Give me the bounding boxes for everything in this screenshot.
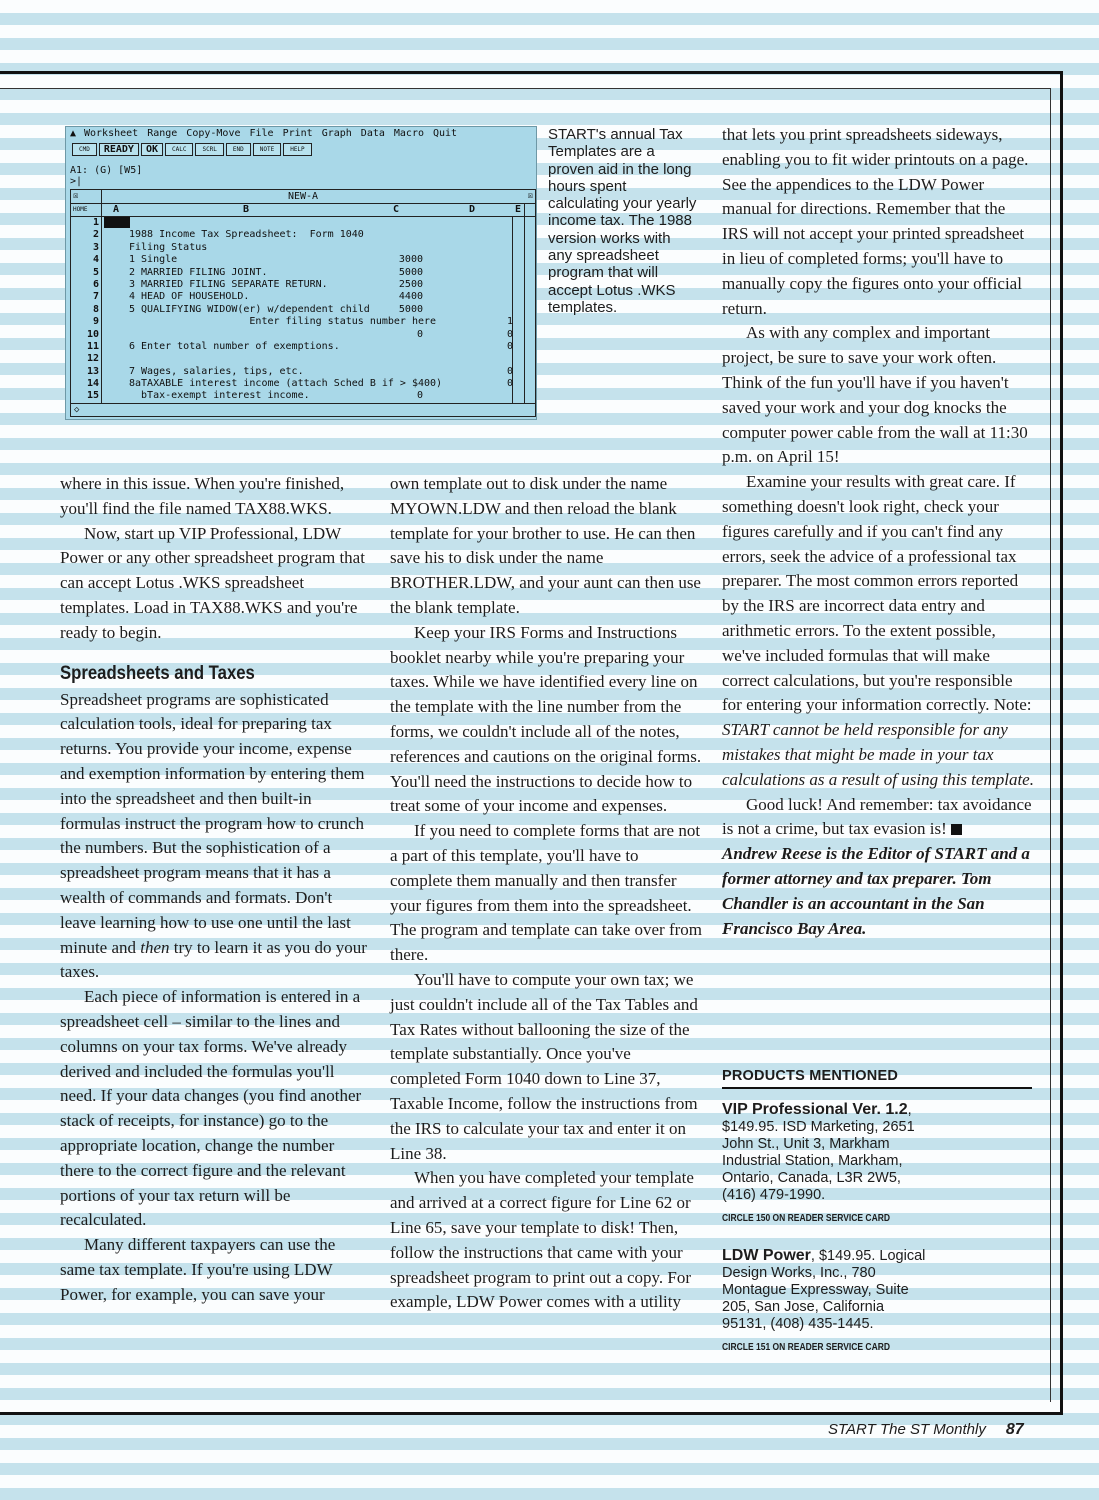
paragraph: where in this issue. When you're finished, you'll find the file named TAX88.WKS.	[60, 474, 345, 518]
product-name: LDW Power	[722, 1247, 811, 1264]
cell-text: 1988 Income Tax Spreadsheet: Form 1040	[129, 229, 364, 241]
column-e-header: E	[515, 204, 522, 215]
menu-item-print: Print	[282, 128, 313, 139]
cell-text: 4 HEAD OF HOUSEHOLD.	[129, 291, 250, 303]
menu-item-quit: Quit	[433, 128, 458, 139]
row-number: 5	[92, 266, 99, 278]
toolbar-note: NOTE	[253, 143, 281, 156]
table-row	[71, 267, 535, 279]
menu-item-worksheet: Worksheet	[84, 128, 139, 139]
cell-value-d: 0	[506, 340, 513, 352]
cell-text: 1 Single	[129, 254, 178, 266]
table-row	[71, 390, 535, 402]
atari-logo-icon: ▲	[70, 128, 77, 139]
row-number: 15	[86, 390, 99, 402]
table-row	[71, 254, 535, 266]
column-a-header: A	[113, 204, 120, 215]
emphasis-text: then	[140, 937, 170, 957]
text-run: Examine your results with great care. If something doesn't look right, check your figures carefully and if you can't find any errors, seek the advice of a professional tax preparer. The most common errors reported by the IRS are incorrect data entry and arithmetic errors. To the extent possible, we've included formulas that will make correct calculations, but you're responsible for entering your information correctly. Note:	[722, 472, 1032, 715]
table-row	[71, 329, 535, 341]
text-run: Good luck! And remember: tax avoidance is not a crime, but tax evasion is!	[722, 794, 1032, 839]
product-details: , $149.95. ISD Marketing, 2651 John St., Unit 3, Markham Industrial Station, Markham, Ontario, Canada, L3R 2W5, (416) 479-1990.	[722, 1102, 915, 1203]
toolbar-ok: OK	[141, 143, 163, 156]
disclaimer-text: START cannot be held responsible for any mistakes that might be made in your tax calculations as a result of using this template.	[722, 720, 1034, 789]
cell-value-c: 5000	[398, 266, 423, 278]
magazine-name: START The ST Monthly	[828, 1421, 986, 1438]
menu-item-macro: Macro	[393, 128, 424, 139]
reader-service-note: CIRCLE 151 ON READER SERVICE CARD	[722, 1342, 890, 1353]
cell-value-c: 3000	[398, 254, 423, 266]
product-item	[722, 1101, 932, 1227]
paragraph	[722, 470, 1034, 792]
text-run: try to learn it as you do your taxes.	[60, 937, 367, 982]
paragraph	[60, 688, 370, 986]
cell-text: 5 QUALIFYING WIDOW(er) w/dependent child	[129, 303, 370, 315]
row-number: 9	[92, 316, 99, 328]
paragraph	[722, 793, 1034, 843]
row-number: 1	[92, 217, 99, 228]
table-row	[71, 229, 535, 241]
table-row	[71, 217, 535, 229]
scroll-left-arrow-icon: ◇	[74, 405, 80, 415]
text-run: Spreadsheet programs are sophisticated calculation tools, ideal for preparing tax returns. You provide your income, expense and exemption information by entering them into the spreadsheet and then built-in formulas instruct the program how to crunch the numbers. But the sophistication of a spreadsheet program means that it has a wealth of commands and formats. Don't leave learning how to use one until the last minute and	[60, 689, 365, 957]
cell-value-c: 4400	[398, 291, 423, 303]
menu-bar	[66, 127, 536, 141]
row-number: 2	[92, 229, 99, 241]
paragraph: When you have completed your template and arrived at a correct figure for Line 62 or Line 65, save your template to disk! Then, follow the instructions that came with your spreadsheet program to print out a copy. For example, LDW Power comes with a utility	[390, 1168, 694, 1312]
row-number: 11	[86, 340, 99, 352]
cell-value-d: 1	[506, 316, 513, 328]
row-number: 13	[86, 365, 99, 377]
row-number: 3	[92, 241, 99, 253]
paragraph: You'll have to compute your own tax; we just couldn't include all of the Tax Tables and Tax Rates without ballooning the size of the template substantially. Once you've completed Form 1040 down to Line 37, Taxable Income, follow the instructions from the IRS to calculate your tax and enter it on Line 38.	[390, 969, 698, 1163]
menu-item-data: Data	[360, 128, 385, 139]
cell-value-d: 0	[506, 328, 513, 340]
cell-address: A1: (G) [W5]	[70, 165, 143, 176]
row-number: 14	[86, 378, 99, 390]
reader-service-note: CIRCLE 150 ON READER SERVICE CARD	[722, 1213, 890, 1224]
cell-value-d: 0	[506, 378, 513, 390]
row-number: 7	[92, 291, 99, 303]
page-number: 87	[1005, 1421, 1024, 1438]
article-column-2	[390, 472, 702, 1315]
table-row	[71, 316, 535, 328]
section-heading: Spreadsheets and Taxes	[60, 662, 255, 684]
table-row	[71, 304, 535, 316]
figure-caption: START's annual Tax Templates are a proven aid in the long hours spent calculating your yearly income tax. The 1988 version works with any spreadsheet program that will accept Lotus .WKS templates.	[548, 126, 697, 316]
table-row	[71, 341, 535, 353]
product-item	[722, 1247, 932, 1356]
column-c-header: C	[393, 204, 400, 215]
paragraph: Each piece of information is entered in a spreadsheet cell – similar to the lines and columns on your tax forms. We've already derived and included the formulas you'll need. If your data changes (you find another stack of receipts, for instance) go to the appropriate location, change the number there to the correct figure and the relevant portions of your tax return will be recalculated.	[60, 987, 362, 1230]
cell-text: 6 Enter total number of exemptions.	[129, 340, 340, 352]
table-row	[71, 353, 535, 365]
table-row	[71, 291, 535, 303]
cell-text: 3 MARRIED FILING SEPARATE RETURN.	[129, 278, 328, 290]
paragraph: Now, start up VIP Professional, LDW Power or any other spreadsheet program that can accept Lotus .WKS spreadsheet templates. Load in TAX88.WKS and you're ready to begin.	[60, 523, 365, 642]
column-d-header: D	[469, 204, 476, 215]
menu-item-graph: Graph	[321, 128, 352, 139]
status-toolbar	[72, 143, 312, 156]
row-number: 12	[86, 353, 99, 365]
table-row	[71, 279, 535, 291]
paragraph: Many different taxpayers can use the same tax template. If you're using LDW Power, for example, you can save your	[60, 1235, 336, 1304]
paragraph: As with any complex and important project, be sure to save your work often. Think of the fun you'll have if you haven't saved your work and your dog knocks the computer power cable from the wall at 11:30 p.m. on April 15!	[722, 323, 1028, 467]
row-number: 6	[92, 278, 99, 290]
spreadsheet-screenshot	[65, 126, 537, 420]
cell-text: Filing Status	[129, 241, 208, 253]
toolbar-calc: CALC	[165, 143, 193, 156]
page-footer	[828, 1421, 1024, 1439]
home-label: HOME	[73, 206, 88, 213]
paragraph: If you need to complete forms that are not a part of this template, you'll have to complete them manually and then transfer your figures from them into the spreadsheet. The program and template can take over from there.	[390, 821, 703, 965]
product-name: VIP Professional Ver. 1.2	[722, 1101, 908, 1118]
cell-text: Enter filing status number here	[129, 316, 437, 328]
horizontal-scrollbar	[71, 403, 535, 416]
cell-text: bTax-exempt interest income.	[129, 390, 310, 402]
cell-value-d: 0	[506, 365, 513, 377]
cell-value-c: 5000	[398, 303, 423, 315]
product-details: , $149.95. Logical Design Works, Inc., 780 Montague Expressway, Suite 205, San Jose, California 95131, (408) 435-1445.	[722, 1248, 926, 1332]
cell-value-c: 0	[416, 390, 423, 402]
cell-text: 8aTAXABLE interest income (attach Sched B if > $400)	[129, 378, 443, 390]
cell-value-c: 0	[416, 328, 423, 340]
paragraph: that lets you print spreadsheets sideways, enabling you to fit wider printouts on a page. See the appendices to the LDW Power manual for directions. Remember that the IRS will not accept your printed spreadsheet in lieu of completed forms; you'll have to manually copy the figures onto your official return.	[722, 125, 1029, 318]
close-box-icon: ☒	[73, 191, 79, 201]
row-number: 4	[92, 254, 99, 266]
window-title-bar	[71, 190, 535, 204]
toolbar-end: END	[226, 143, 251, 156]
menu-item-range: Range	[147, 128, 178, 139]
toolbar-ready: READY	[99, 143, 139, 156]
menu-item-copy-move: Copy-Move	[186, 128, 241, 139]
column-b-header: B	[243, 204, 250, 215]
author-credit: Andrew Reese is the Editor of START and a former attorney and tax preparer. Tom Chandler is an accountant in the San Francisco Bay Area.	[722, 844, 1030, 938]
products-mentioned-box	[722, 1068, 1032, 1376]
fuller-box-icon: ☒	[527, 191, 533, 201]
table-row	[71, 366, 535, 378]
table-row	[71, 378, 535, 390]
cell-reference	[70, 165, 142, 187]
toolbar-cmd: CMD	[72, 143, 97, 156]
menu-item-file: File	[249, 128, 274, 139]
article-column-3	[722, 123, 1034, 941]
article-column-1	[60, 472, 370, 1308]
window-title: NEW-A	[287, 191, 319, 202]
cell-text: 7 Wages, salaries, tips, etc.	[129, 365, 304, 377]
paragraph: own template out to disk under the name MYOWN.LDW and then reload the blank template for your brother to use. He can then save his to disk under the name BROTHER.LDW, and your aunt can then use the blank template.	[390, 474, 701, 617]
end-mark-icon	[951, 824, 962, 835]
paragraph: Keep your IRS Forms and Instructions booklet nearby while you're preparing your taxes. While we have identified every line on the template with the line number from the forms, we couldn't include all of the notes, references and cautions on the original forms. You'll need the instructions to decide how to treat some of your income and expenses.	[390, 622, 702, 816]
row-number: 8	[92, 303, 99, 315]
column-header	[71, 204, 535, 217]
products-heading: PRODUCTS MENTIONED	[722, 1068, 1032, 1089]
sheet-rows	[71, 217, 535, 403]
table-row	[71, 242, 535, 254]
cell-text: 2 MARRIED FILING JOINT.	[129, 266, 268, 278]
input-prompt: >|	[70, 176, 83, 187]
row-number: 10	[86, 328, 99, 340]
cell-value-c: 2500	[398, 278, 423, 290]
toolbar-help: HELP	[283, 143, 311, 156]
sheet-window	[70, 189, 536, 417]
toolbar-scrl: SCRL	[195, 143, 223, 156]
